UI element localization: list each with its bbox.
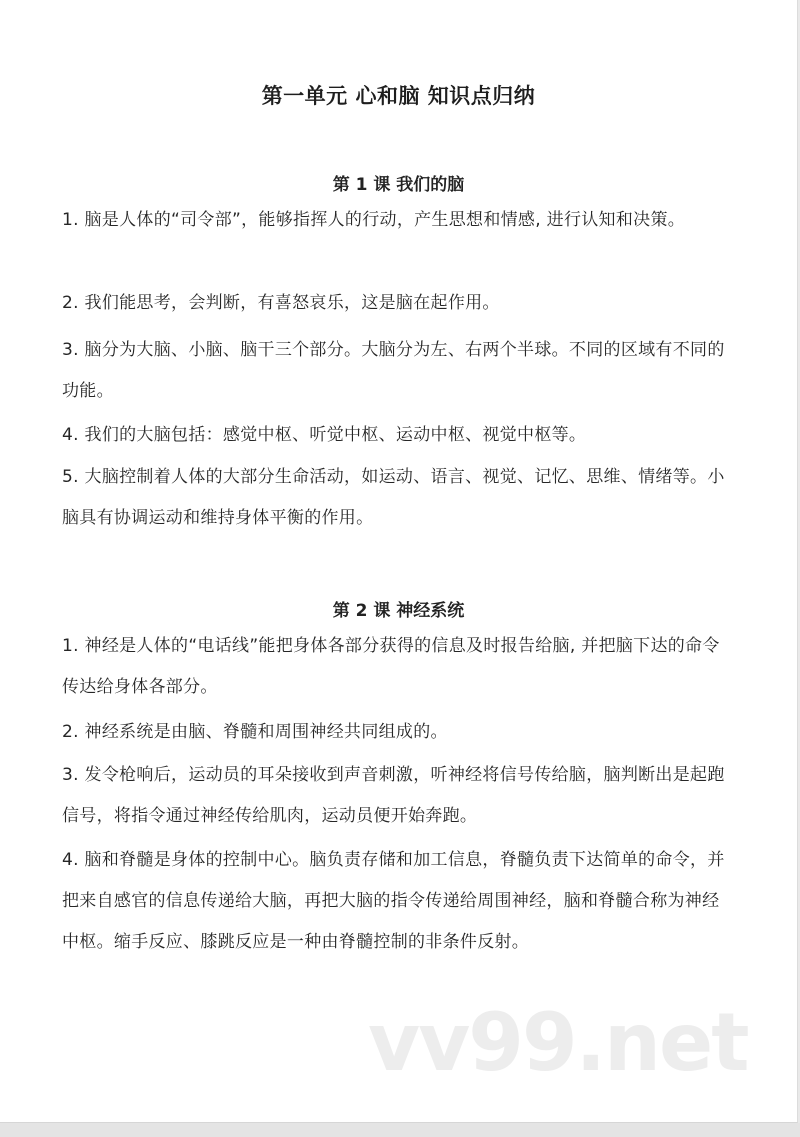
watermark: vv99.net — [368, 996, 748, 1089]
lesson-1-paragraph-5: 5. 大脑控制着人体的大部分生命活动，如运动、语言、视觉、记忆、思维、情绪等。小脑具有协调运动和维持身体平衡的作用。 — [62, 467, 725, 528]
lesson-2-title: 第 2 课 神经系统 — [332, 601, 465, 621]
lesson-1-paragraph-2: 2. 我们能思考，会判断，有喜怒哀乐，这是脑在起作用。 — [62, 293, 500, 313]
page-bottom-edge — [0, 1123, 800, 1137]
lesson-2-paragraph-2: 2. 神经系统是由脑、脊髓和周围神经共同组成的。 — [62, 722, 448, 742]
lesson-2-paragraph-3: 3. 发令枪响后，运动员的耳朵接收到声音刺激，听神经将信号传给脑，脑判断出是起跑信号，将指令通过神经传给肌肉，运动员便开始奔跑。 — [62, 765, 725, 826]
lesson-1-paragraph-4: 4. 我们的大脑包括：感觉中枢、听觉中枢、运动中枢、视觉中枢等。 — [62, 425, 587, 445]
lesson-1-paragraph-1: 1. 脑是人体的“司令部”，能够指挥人的行动，产生思想和情感, 进行认知和决策。 — [62, 210, 686, 230]
document-title: 第一单元 心和脑 知识点归纳 — [261, 84, 536, 108]
lesson-2-paragraph-4: 4. 脑和脊髓是身体的控制中心。脑负责存储和加工信息，脊髓负责下达简单的命令，并把来自感官的信息传递给大脑，再把大脑的指令传递给周围神经，脑和脊髓合称为神经中枢。缩手反应、膝跳反应是一种由脊髓控制的非条件反射。 — [62, 850, 725, 952]
lesson-1-title: 第 1 课 我们的脑 — [332, 175, 465, 195]
lesson-2-paragraph-1: 1. 神经是人体的“电话线”能把身体各部分获得的信息及时报告给脑, 并把脑下达的命令传达给身体各部分。 — [62, 636, 720, 697]
lesson-1-paragraph-3: 3. 脑分为大脑、小脑、脑干三个部分。大脑分为左、右两个半球。不同的区域有不同的功能。 — [62, 340, 725, 401]
